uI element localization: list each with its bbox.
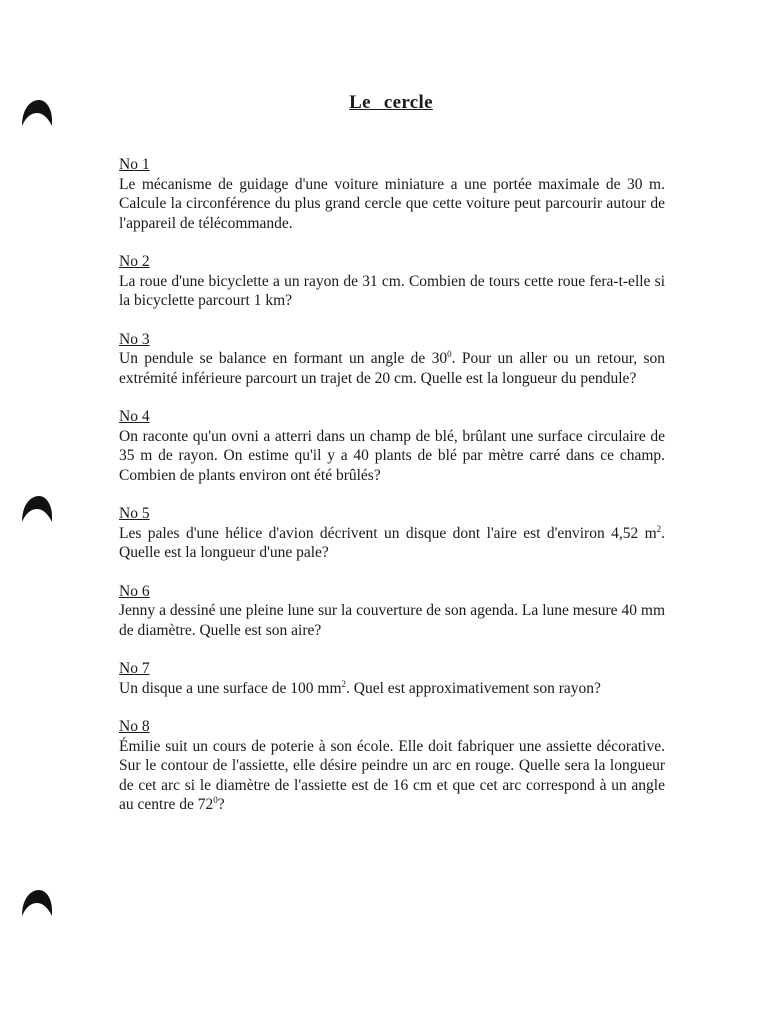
binder-hole-icon	[21, 888, 53, 918]
binder-hole-icon	[21, 494, 53, 524]
problem-heading: No 8	[119, 718, 150, 735]
problem-3	[119, 330, 665, 389]
problem-heading: No 1	[119, 156, 150, 173]
problem-heading: No 5	[119, 505, 150, 522]
problem-heading: No 2	[119, 253, 150, 270]
page-title: Le cercle	[349, 92, 433, 113]
problem-7	[119, 659, 665, 698]
problem-heading: No 6	[119, 582, 150, 600]
problem-6	[119, 582, 665, 641]
problem-text: Les pales d'une hélice d'avion décrivent un disque dont l'aire est d'environ 4,52 $m^2$. Quelle est la longueur d'une pale?	[119, 523, 665, 561]
problem-heading: No 7	[119, 660, 150, 677]
problem-4	[119, 407, 665, 485]
problem-text: Le mécanisme de guidage d'une voiture miniature a une portée maximale de 30 m. Calcule la circonférence du plus grand cercle que cette voiture peut parcourir autour de l'appareil de télécommande.	[119, 175, 665, 232]
problem-5	[119, 504, 665, 563]
problem-text: Un disque a une surface de 100 $mm^2$. Quel est approximativement son rayon?	[119, 678, 601, 697]
problem-8	[119, 717, 665, 815]
problem-text: La roue d'une bicyclette a un rayon de 31 cm. Combien de tours cette roue fera-t-elle si la bicyclette parcourt 1 km?	[119, 272, 665, 309]
problem-text: Émilie suit un cours de poterie à son école. Elle doit fabriquer une assiette décorative. Sur le contour de l'assiette, elle désire peindre un arc en rouge. Quelle sera la longueur de cet arc si le diamètre de l'assiette est de 16 cm et que cet arc correspond à un angle au centre de $72^0$?	[119, 737, 665, 813]
problem-text: Un pendule se balance en formant un angle de $30^0$. Pour un aller ou un retour, son extrémité inférieure parcourt un trajet de 20 cm. Quelle est la longueur du pendule?	[119, 349, 665, 387]
problem-list	[119, 155, 665, 815]
problem-text: On raconte qu'un ovni a atterri dans un champ de blé, brûlant une surface circulaire de 35 m de rayon. On estime qu'il y a 40 plants de blé par mètre carré dans ce champ. Combien de plants environ ont été brûlés?	[119, 427, 665, 484]
problem-heading: No 3	[119, 330, 150, 348]
problem-heading: No 4	[119, 408, 150, 425]
problem-1	[119, 155, 665, 233]
problem-text: Jenny a dessiné une pleine lune sur la couverture de son agenda. La lune mesure 40 mm de diamètre. Quelle est son aire?	[119, 602, 665, 639]
problem-2	[119, 252, 665, 311]
